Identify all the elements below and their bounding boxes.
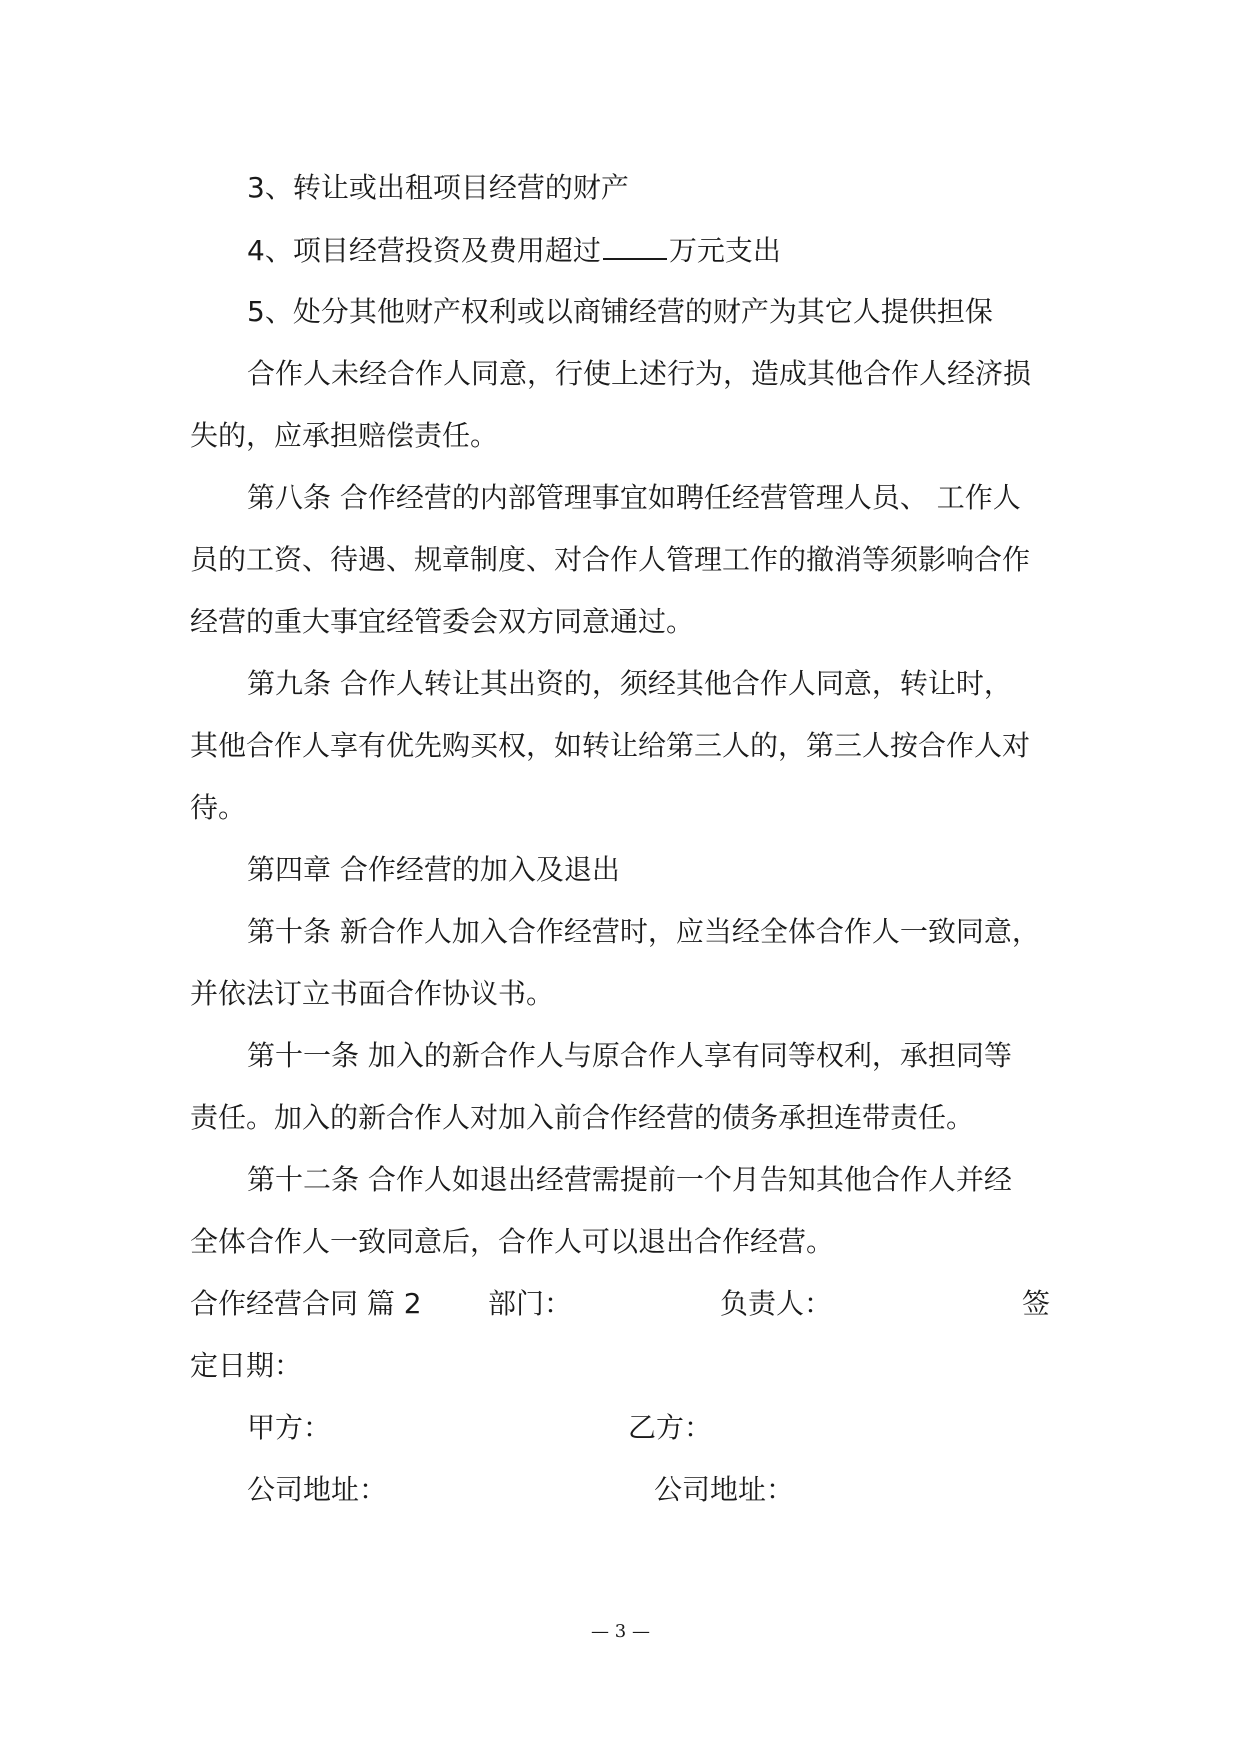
article-10-line-2: 并依法订立书面合作协议书。 [190,977,555,1010]
company-address-a-label: 公司地址： [247,1473,388,1506]
clause-item-4 [247,232,781,269]
clause-item-5: 5、处分其他财产权利或以商铺经营的财产为其它人提供担保 [247,295,993,328]
company-address-b-label: 公司地址： [654,1473,795,1506]
article-8-line-1: 第八条 合作经营的内部管理事宜如聘任经营管理人员、 工作人 [247,481,1021,514]
article-9-line-2: 其他合作人享有优先购买权，如转让给第三人的，第三人按合作人对 [190,729,1031,762]
party-a-label: 甲方： [247,1411,332,1444]
article-11-line-1: 第十一条 加入的新合作人与原合作人享有同等权利，承担同等 [247,1039,1012,1072]
responsible-label: 负责人： [720,1287,833,1320]
liability-paragraph-line-1: 合作人未经合作人同意，行使上述行为，造成其他合作人经济损 [247,357,1032,390]
article-12-line-1: 第十二条 合作人如退出经营需提前一个月告知其他合作人并经 [247,1163,1012,1196]
contract-2-header-row [190,1286,1052,1322]
article-9-line-1: 第九条 合作人转让其出资的，须经其他合作人同意，转让时， [247,667,1012,700]
article-8-line-2: 员的工资、待遇、规章制度、对合作人管理工作的撤消等须影响合作 [190,543,1031,576]
chapter-4-heading: 第四章 合作经营的加入及退出 [247,853,620,886]
clause-item-4-prefix: 4、项目经营投资及费用超过 [247,234,601,267]
article-12-line-2: 全体合作人一致同意后，合作人可以退出合作经营。 [190,1225,835,1258]
sign-date-label-part-2: 定日期： [190,1349,303,1382]
clause-item-3: 3、转让或出租项目经营的财产 [247,171,629,204]
department-label: 部门： [488,1287,573,1320]
amount-blank [603,232,667,260]
contract-2-title: 合作经营合同 篇 2 [190,1287,422,1320]
liability-paragraph-line-2: 失的，应承担赔偿责任。 [190,419,499,452]
page-number: — 3 — [591,1621,650,1642]
article-11-line-2: 责任。加入的新合作人对加入前合作经营的债务承担连带责任。 [190,1101,975,1134]
clause-item-4-suffix: 万元支出 [668,234,781,267]
article-10-line-1: 第十条 新合作人加入合作经营时，应当经全体合作人一致同意， [247,915,1040,948]
party-b-label: 乙方： [628,1411,713,1444]
article-9-line-3: 待。 [190,791,247,824]
sign-date-label-part-1: 签 [1022,1287,1051,1320]
article-8-line-3: 经营的重大事宜经管委会双方同意通过。 [190,605,695,638]
